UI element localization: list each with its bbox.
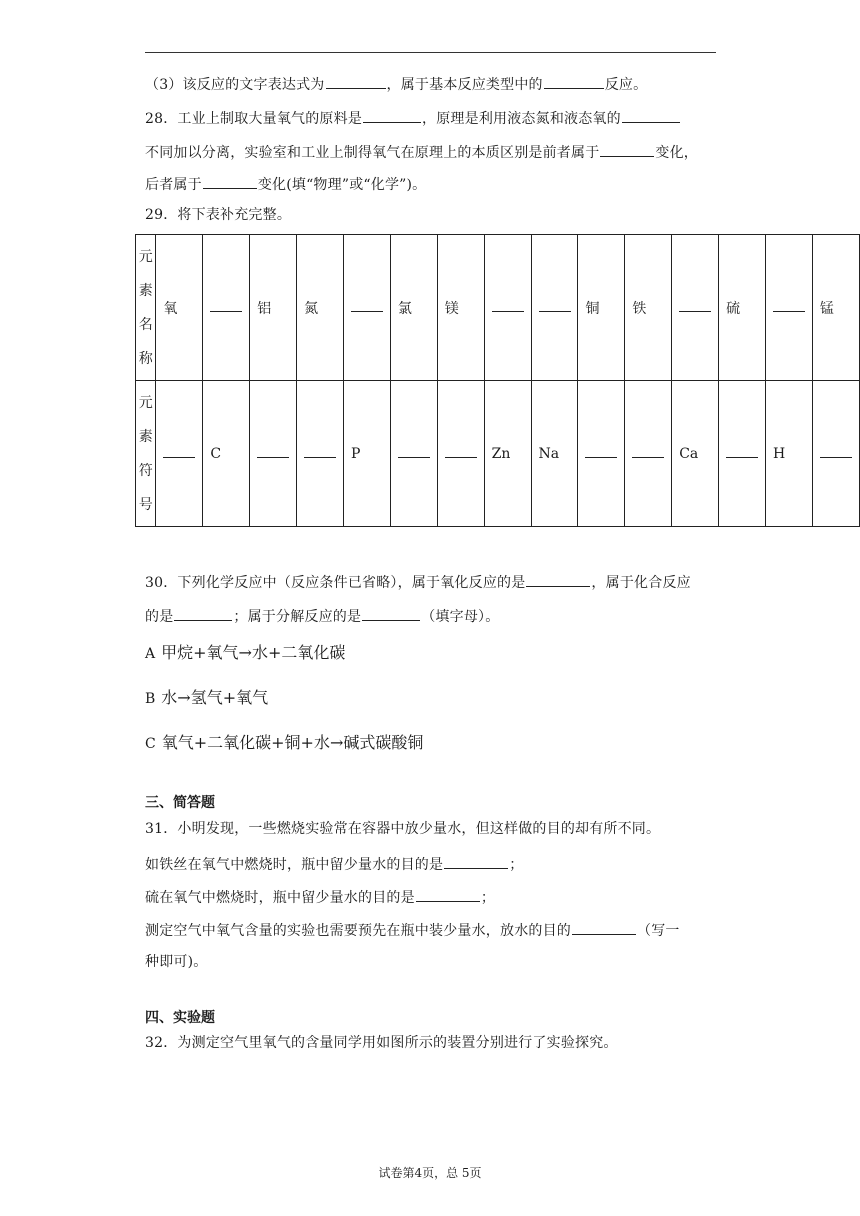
element-symbol: C (210, 445, 222, 462)
element-name: 铁 (632, 300, 647, 317)
answer-blank[interactable] (363, 108, 421, 123)
table-cell-symbols[interactable] (156, 381, 203, 527)
q29-prompt: 29．将下表补充完整。 (145, 207, 292, 223)
table-row-names (136, 235, 860, 381)
q28-line2: 不同加以分离，实验室和工业上制得氧气在原理上的本质区别是前者属于 变化， (145, 142, 698, 162)
q30-option-c: C 氧气+二氧化碳+铜+水→碱式碳酸铜 (145, 733, 424, 752)
table-cell-symbols[interactable] (437, 381, 484, 527)
q30-option-a: A 甲烷+氧气→水+二氧化碳 (145, 643, 346, 662)
element-table (135, 234, 860, 527)
table-cell-names (297, 235, 344, 381)
q31-line4: 测定空气中氧气含量的实验也需要预先在瓶中装少量水，放水的目的 （写一 (145, 920, 680, 940)
table-cell-symbols (343, 381, 390, 527)
table-cell-symbols[interactable] (250, 381, 297, 527)
q31-line5: 种即可)。 (145, 954, 208, 970)
q31-line1: 31．小明发现，一些燃烧实验常在容器中放少量水，但这样做的目的却有所不同。 (145, 821, 661, 837)
table-cell-symbols (672, 381, 719, 527)
answer-blank[interactable] (398, 447, 430, 458)
table-cell-names[interactable] (766, 235, 813, 381)
element-symbol: Ca (679, 445, 699, 462)
table-cell-symbols (531, 381, 578, 527)
answer-blank[interactable] (622, 108, 680, 123)
table-cell-names[interactable] (484, 235, 531, 381)
row-label-char: 元 (138, 394, 153, 411)
element-name: 硫 (726, 300, 741, 317)
answer-blank[interactable] (679, 301, 711, 312)
table-cell-symbols[interactable] (719, 381, 766, 527)
answer-blank[interactable] (163, 447, 195, 458)
table-cell-symbols[interactable] (297, 381, 344, 527)
answer-blank[interactable] (526, 572, 590, 587)
table-cell-names (578, 235, 625, 381)
q30-line2: 的是 ；属于分解反应的是 （填字母）。 (145, 606, 499, 626)
q27-part3-line: （3）该反应的文字表达式为 ，属于基本反应类型中的 反应。 (145, 74, 647, 94)
element-symbol: Na (538, 445, 560, 462)
answer-blank[interactable] (304, 447, 336, 458)
element-name: 氯 (397, 300, 412, 317)
table-cell-names (156, 235, 203, 381)
q30-option-b: B 水→氢气+氧气 (145, 688, 269, 707)
row-label-symbols (136, 381, 156, 527)
answer-blank[interactable] (539, 301, 571, 312)
table-row-symbols (136, 381, 860, 527)
row-label-char: 名 (138, 316, 153, 333)
element-name: 铝 (257, 300, 272, 317)
answer-blank[interactable] (174, 606, 232, 621)
table-cell-names[interactable] (531, 235, 578, 381)
table-cell-symbols[interactable] (625, 381, 672, 527)
answer-blank[interactable] (210, 301, 242, 312)
row-label-names (136, 235, 156, 381)
element-name: 镁 (444, 300, 459, 317)
table-cell-names[interactable] (203, 235, 250, 381)
q31-line3: 硫在氧气中燃烧时，瓶中留少量水的目的是 ； (145, 887, 495, 907)
header-rule (145, 52, 716, 53)
row-label-char: 称 (138, 350, 153, 367)
answer-blank[interactable] (585, 447, 617, 458)
table-cell-names (719, 235, 766, 381)
section-title-short-answer: 三、简答题 (145, 795, 215, 811)
table-cell-symbols[interactable] (390, 381, 437, 527)
table-cell-symbols (203, 381, 250, 527)
answer-blank[interactable] (444, 854, 508, 869)
answer-blank[interactable] (326, 74, 386, 89)
row-label-char: 素 (138, 428, 153, 445)
page-footer: 试卷第4页，总 5页 (378, 1166, 482, 1180)
table-cell-names (812, 235, 859, 381)
answer-blank[interactable] (773, 301, 805, 312)
table-cell-names (437, 235, 484, 381)
table-cell-names[interactable] (672, 235, 719, 381)
q28-line1: 28．工业上制取大量氧气的原料是 ，原理是利用液态氮和液态氧的 (145, 108, 681, 128)
row-label-char: 素 (138, 282, 153, 299)
q30-line1: 30．下列化学反应中（反应条件已省略），属于氧化反应的是 ，属于化合反应 (145, 572, 691, 592)
answer-blank[interactable] (362, 606, 420, 621)
answer-blank[interactable] (416, 887, 480, 902)
table-cell-symbols (484, 381, 531, 527)
section-title-experiment: 四、实验题 (145, 1010, 215, 1026)
q28-line3: 后者属于 变化(填“物理”或“化学”)。 (145, 174, 426, 194)
answer-blank[interactable] (445, 447, 477, 458)
answer-blank[interactable] (632, 447, 664, 458)
answer-blank[interactable] (544, 74, 604, 89)
element-name: 铜 (585, 300, 600, 317)
element-name: 氧 (163, 300, 178, 317)
element-name: 氮 (304, 300, 319, 317)
element-symbol: Zn (491, 445, 511, 462)
answer-blank[interactable] (492, 301, 524, 312)
row-label-char: 符 (138, 462, 153, 479)
answer-blank[interactable] (203, 174, 257, 189)
table-cell-names (625, 235, 672, 381)
answer-blank[interactable] (600, 142, 654, 157)
table-cell-symbols[interactable] (812, 381, 859, 527)
answer-blank[interactable] (820, 447, 852, 458)
answer-blank[interactable] (572, 920, 636, 935)
table-cell-symbols (766, 381, 813, 527)
answer-blank[interactable] (351, 301, 383, 312)
element-symbol: P (350, 445, 361, 462)
answer-blank[interactable] (726, 447, 758, 458)
element-symbol: H (773, 445, 786, 462)
table-cell-names (390, 235, 437, 381)
table-cell-symbols[interactable] (578, 381, 625, 527)
table-cell-names (250, 235, 297, 381)
q32-line: 32．为测定空气里氧气的含量同学用如图所示的装置分别进行了实验探究。 (145, 1035, 618, 1051)
table-cell-names[interactable] (343, 235, 390, 381)
row-label-char: 号 (138, 496, 153, 513)
answer-blank[interactable] (257, 447, 289, 458)
row-label-char: 元 (138, 248, 153, 265)
element-name: 锰 (819, 300, 834, 317)
q31-line2: 如铁丝在氧气中燃烧时，瓶中留少量水的目的是 ； (145, 854, 523, 874)
